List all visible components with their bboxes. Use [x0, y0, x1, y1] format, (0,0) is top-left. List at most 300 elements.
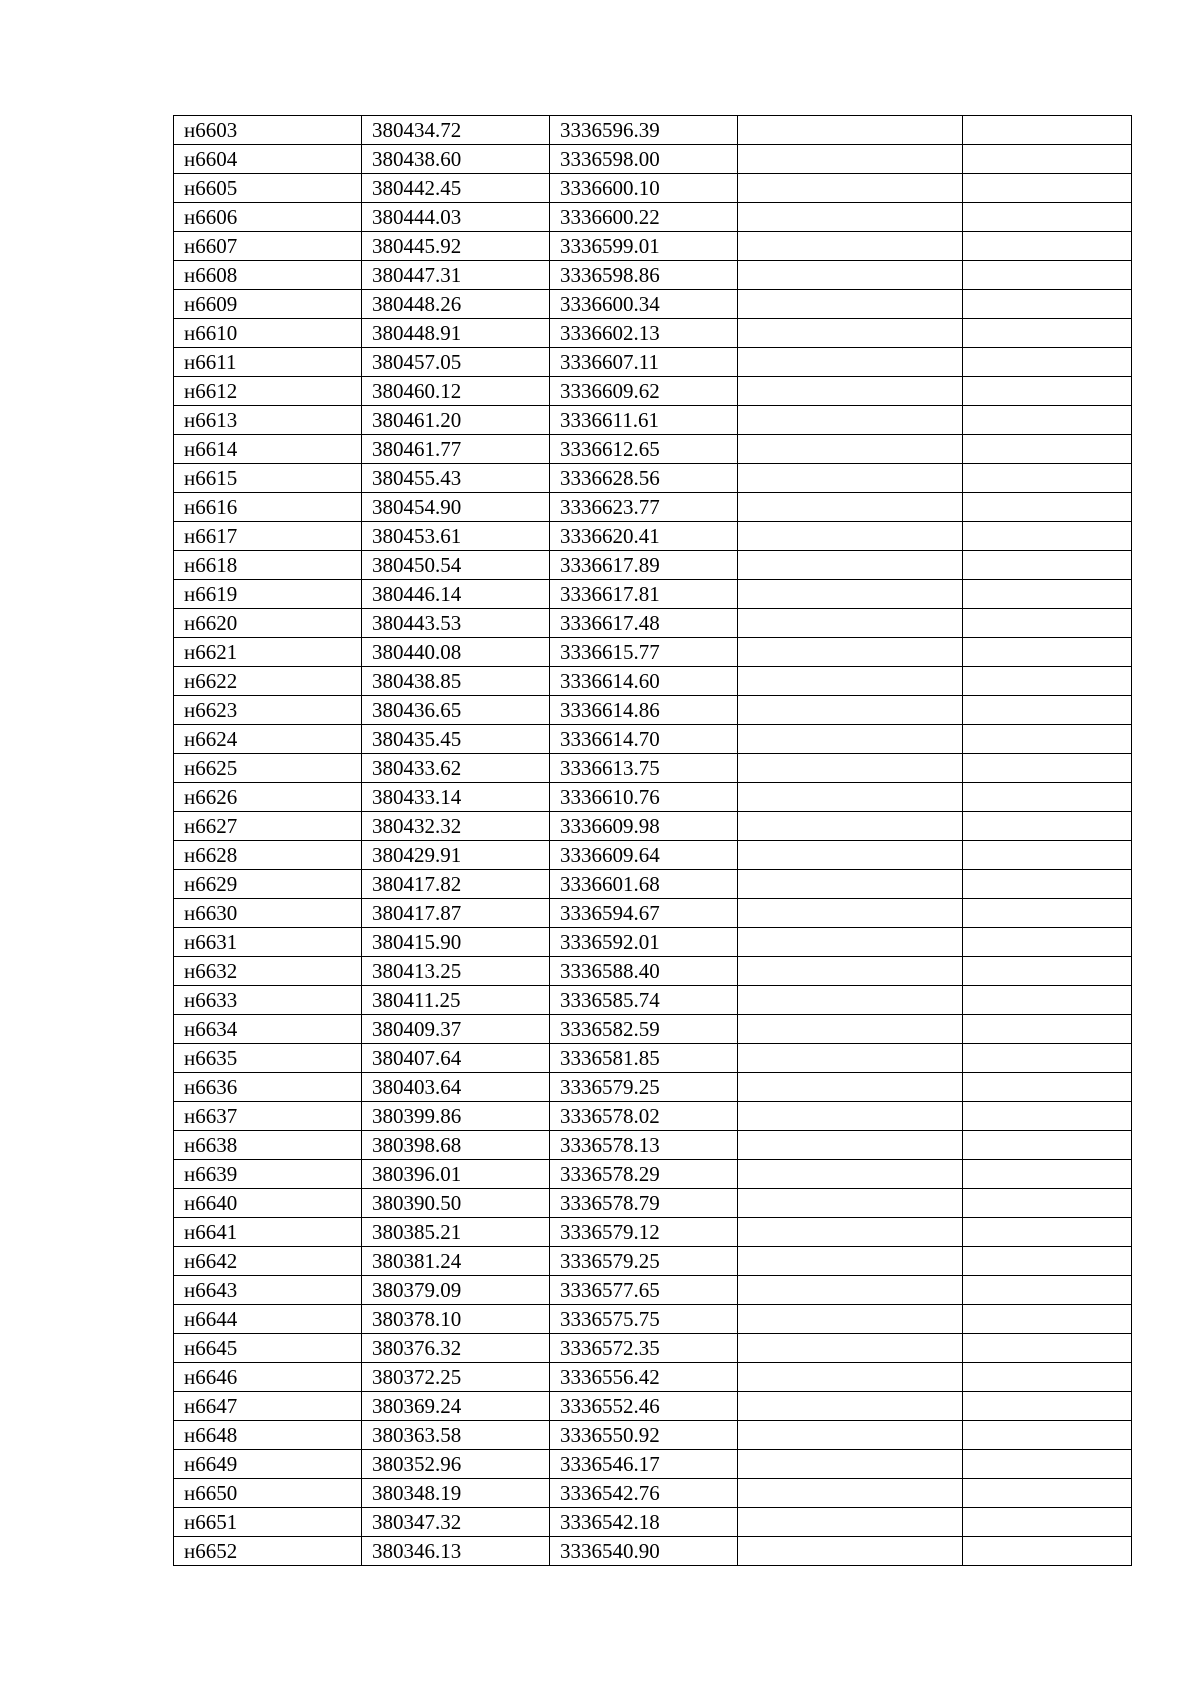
table-row [174, 870, 1132, 899]
empty-cell-4 [738, 1305, 963, 1334]
table-row [174, 1044, 1132, 1073]
empty-cell-4 [738, 725, 963, 754]
y-coordinate-cell: 3336620.41 [550, 522, 738, 551]
x-coordinate-cell: 380450.54 [362, 551, 550, 580]
empty-cell-4 [738, 957, 963, 986]
table-row [174, 1102, 1132, 1131]
y-coordinate-cell: 3336598.00 [550, 145, 738, 174]
empty-cell-5 [963, 696, 1132, 725]
table-row [174, 406, 1132, 435]
point-id-cell: н6613 [174, 406, 362, 435]
y-coordinate-cell: 3336578.29 [550, 1160, 738, 1189]
x-coordinate-cell: 380457.05 [362, 348, 550, 377]
empty-cell-4 [738, 1479, 963, 1508]
table-row [174, 1247, 1132, 1276]
empty-cell-4 [738, 145, 963, 174]
table-row [174, 841, 1132, 870]
y-coordinate-cell: 3336578.79 [550, 1189, 738, 1218]
x-coordinate-cell: 380385.21 [362, 1218, 550, 1247]
empty-cell-4 [738, 551, 963, 580]
empty-cell-5 [963, 638, 1132, 667]
point-id-cell: н6619 [174, 580, 362, 609]
x-coordinate-cell: 380433.14 [362, 783, 550, 812]
point-id-cell: н6623 [174, 696, 362, 725]
y-coordinate-cell: 3336546.17 [550, 1450, 738, 1479]
table-row [174, 638, 1132, 667]
point-id-cell: н6607 [174, 232, 362, 261]
empty-cell-4 [738, 464, 963, 493]
point-id-cell: н6610 [174, 319, 362, 348]
empty-cell-4 [738, 1450, 963, 1479]
table-row [174, 377, 1132, 406]
x-coordinate-cell: 380413.25 [362, 957, 550, 986]
empty-cell-5 [963, 145, 1132, 174]
empty-cell-4 [738, 841, 963, 870]
empty-cell-4 [738, 174, 963, 203]
y-coordinate-cell: 3336609.98 [550, 812, 738, 841]
y-coordinate-cell: 3336552.46 [550, 1392, 738, 1421]
x-coordinate-cell: 380447.31 [362, 261, 550, 290]
x-coordinate-cell: 380438.60 [362, 145, 550, 174]
table-row [174, 754, 1132, 783]
y-coordinate-cell: 3336614.86 [550, 696, 738, 725]
x-coordinate-cell: 380435.45 [362, 725, 550, 754]
empty-cell-4 [738, 203, 963, 232]
table-row [174, 116, 1132, 145]
empty-cell-5 [963, 261, 1132, 290]
point-id-cell: н6647 [174, 1392, 362, 1421]
x-coordinate-cell: 380461.20 [362, 406, 550, 435]
empty-cell-5 [963, 232, 1132, 261]
point-id-cell: н6636 [174, 1073, 362, 1102]
empty-cell-4 [738, 1421, 963, 1450]
empty-cell-5 [963, 203, 1132, 232]
x-coordinate-cell: 380448.91 [362, 319, 550, 348]
table-row [174, 957, 1132, 986]
y-coordinate-cell: 3336602.13 [550, 319, 738, 348]
y-coordinate-cell: 3336617.81 [550, 580, 738, 609]
y-coordinate-cell: 3336542.76 [550, 1479, 738, 1508]
empty-cell-5 [963, 1363, 1132, 1392]
table-row [174, 522, 1132, 551]
table-row [174, 261, 1132, 290]
table-row [174, 1508, 1132, 1537]
point-id-cell: н6649 [174, 1450, 362, 1479]
y-coordinate-cell: 3336599.01 [550, 232, 738, 261]
point-id-cell: н6640 [174, 1189, 362, 1218]
empty-cell-4 [738, 1015, 963, 1044]
x-coordinate-cell: 380415.90 [362, 928, 550, 957]
point-id-cell: н6641 [174, 1218, 362, 1247]
empty-cell-4 [738, 783, 963, 812]
x-coordinate-cell: 380363.58 [362, 1421, 550, 1450]
y-coordinate-cell: 3336598.86 [550, 261, 738, 290]
table-row [174, 290, 1132, 319]
empty-cell-4 [738, 1073, 963, 1102]
x-coordinate-cell: 380446.14 [362, 580, 550, 609]
table-row [174, 1421, 1132, 1450]
empty-cell-5 [963, 725, 1132, 754]
point-id-cell: н6628 [174, 841, 362, 870]
x-coordinate-cell: 380461.77 [362, 435, 550, 464]
y-coordinate-cell: 3336617.89 [550, 551, 738, 580]
table-row [174, 696, 1132, 725]
point-id-cell: н6615 [174, 464, 362, 493]
x-coordinate-cell: 380417.82 [362, 870, 550, 899]
y-coordinate-cell: 3336600.34 [550, 290, 738, 319]
point-id-cell: н6645 [174, 1334, 362, 1363]
empty-cell-5 [963, 116, 1132, 145]
x-coordinate-cell: 380352.96 [362, 1450, 550, 1479]
x-coordinate-cell: 380445.92 [362, 232, 550, 261]
point-id-cell: н6644 [174, 1305, 362, 1334]
empty-cell-4 [738, 870, 963, 899]
y-coordinate-cell: 3336550.92 [550, 1421, 738, 1450]
point-id-cell: н6605 [174, 174, 362, 203]
table-row [174, 928, 1132, 957]
table-row [174, 464, 1132, 493]
x-coordinate-cell: 380396.01 [362, 1160, 550, 1189]
empty-cell-4 [738, 319, 963, 348]
x-coordinate-cell: 380369.24 [362, 1392, 550, 1421]
empty-cell-5 [963, 377, 1132, 406]
coordinates-table [173, 115, 1132, 1566]
point-id-cell: н6637 [174, 1102, 362, 1131]
y-coordinate-cell: 3336579.25 [550, 1247, 738, 1276]
x-coordinate-cell: 380411.25 [362, 986, 550, 1015]
table-row [174, 174, 1132, 203]
table-row [174, 551, 1132, 580]
point-id-cell: н6617 [174, 522, 362, 551]
x-coordinate-cell: 380442.45 [362, 174, 550, 203]
x-coordinate-cell: 380432.32 [362, 812, 550, 841]
table-row [174, 1276, 1132, 1305]
point-id-cell: н6625 [174, 754, 362, 783]
point-id-cell: н6652 [174, 1537, 362, 1566]
empty-cell-5 [963, 1218, 1132, 1247]
empty-cell-5 [963, 1276, 1132, 1305]
table-row [174, 899, 1132, 928]
y-coordinate-cell: 3336578.13 [550, 1131, 738, 1160]
y-coordinate-cell: 3336572.35 [550, 1334, 738, 1363]
table-row [174, 1073, 1132, 1102]
y-coordinate-cell: 3336614.60 [550, 667, 738, 696]
empty-cell-4 [738, 290, 963, 319]
point-id-cell: н6629 [174, 870, 362, 899]
empty-cell-4 [738, 1131, 963, 1160]
point-id-cell: н6609 [174, 290, 362, 319]
empty-cell-4 [738, 1189, 963, 1218]
empty-cell-4 [738, 928, 963, 957]
empty-cell-5 [963, 870, 1132, 899]
y-coordinate-cell: 3336613.75 [550, 754, 738, 783]
y-coordinate-cell: 3336609.64 [550, 841, 738, 870]
x-coordinate-cell: 380346.13 [362, 1537, 550, 1566]
point-id-cell: н6616 [174, 493, 362, 522]
table-row [174, 1189, 1132, 1218]
empty-cell-5 [963, 1479, 1132, 1508]
point-id-cell: н6626 [174, 783, 362, 812]
x-coordinate-cell: 380399.86 [362, 1102, 550, 1131]
x-coordinate-cell: 380438.85 [362, 667, 550, 696]
point-id-cell: н6606 [174, 203, 362, 232]
y-coordinate-cell: 3336575.75 [550, 1305, 738, 1334]
point-id-cell: н6622 [174, 667, 362, 696]
x-coordinate-cell: 380417.87 [362, 899, 550, 928]
y-coordinate-cell: 3336617.48 [550, 609, 738, 638]
empty-cell-5 [963, 812, 1132, 841]
empty-cell-4 [738, 1102, 963, 1131]
point-id-cell: н6633 [174, 986, 362, 1015]
y-coordinate-cell: 3336623.77 [550, 493, 738, 522]
table-row [174, 1015, 1132, 1044]
empty-cell-4 [738, 899, 963, 928]
empty-cell-5 [963, 551, 1132, 580]
empty-cell-4 [738, 1537, 963, 1566]
empty-cell-4 [738, 232, 963, 261]
x-coordinate-cell: 380379.09 [362, 1276, 550, 1305]
x-coordinate-cell: 380372.25 [362, 1363, 550, 1392]
y-coordinate-cell: 3336582.59 [550, 1015, 738, 1044]
empty-cell-4 [738, 1508, 963, 1537]
y-coordinate-cell: 3336578.02 [550, 1102, 738, 1131]
x-coordinate-cell: 380454.90 [362, 493, 550, 522]
point-id-cell: н6650 [174, 1479, 362, 1508]
point-id-cell: н6611 [174, 348, 362, 377]
empty-cell-5 [963, 174, 1132, 203]
point-id-cell: н6614 [174, 435, 362, 464]
point-id-cell: н6627 [174, 812, 362, 841]
table-row [174, 348, 1132, 377]
table-row [174, 580, 1132, 609]
table-row [174, 145, 1132, 174]
empty-cell-5 [963, 899, 1132, 928]
point-id-cell: н6621 [174, 638, 362, 667]
empty-cell-5 [963, 841, 1132, 870]
x-coordinate-cell: 380347.32 [362, 1508, 550, 1537]
y-coordinate-cell: 3336610.76 [550, 783, 738, 812]
y-coordinate-cell: 3336607.11 [550, 348, 738, 377]
point-id-cell: н6651 [174, 1508, 362, 1537]
empty-cell-5 [963, 522, 1132, 551]
table-row [174, 1131, 1132, 1160]
empty-cell-4 [738, 1363, 963, 1392]
empty-cell-4 [738, 1218, 963, 1247]
empty-cell-5 [963, 1160, 1132, 1189]
x-coordinate-cell: 380403.64 [362, 1073, 550, 1102]
empty-cell-4 [738, 1160, 963, 1189]
x-coordinate-cell: 380448.26 [362, 290, 550, 319]
y-coordinate-cell: 3336542.18 [550, 1508, 738, 1537]
point-id-cell: н6612 [174, 377, 362, 406]
point-id-cell: н6635 [174, 1044, 362, 1073]
empty-cell-4 [738, 406, 963, 435]
point-id-cell: н6603 [174, 116, 362, 145]
empty-cell-5 [963, 290, 1132, 319]
empty-cell-5 [963, 1247, 1132, 1276]
point-id-cell: н6631 [174, 928, 362, 957]
table-row [174, 203, 1132, 232]
x-coordinate-cell: 380455.43 [362, 464, 550, 493]
y-coordinate-cell: 3336588.40 [550, 957, 738, 986]
table-row [174, 1450, 1132, 1479]
y-coordinate-cell: 3336540.90 [550, 1537, 738, 1566]
empty-cell-4 [738, 348, 963, 377]
empty-cell-5 [963, 783, 1132, 812]
y-coordinate-cell: 3336596.39 [550, 116, 738, 145]
table-row [174, 609, 1132, 638]
table-row [174, 1479, 1132, 1508]
empty-cell-5 [963, 754, 1132, 783]
table-row [174, 493, 1132, 522]
y-coordinate-cell: 3336612.65 [550, 435, 738, 464]
x-coordinate-cell: 380390.50 [362, 1189, 550, 1218]
empty-cell-5 [963, 1044, 1132, 1073]
table-row [174, 1334, 1132, 1363]
x-coordinate-cell: 380434.72 [362, 116, 550, 145]
empty-cell-4 [738, 116, 963, 145]
point-id-cell: н6646 [174, 1363, 362, 1392]
point-id-cell: н6642 [174, 1247, 362, 1276]
x-coordinate-cell: 380429.91 [362, 841, 550, 870]
x-coordinate-cell: 380376.32 [362, 1334, 550, 1363]
empty-cell-4 [738, 261, 963, 290]
point-id-cell: н6648 [174, 1421, 362, 1450]
empty-cell-5 [963, 1508, 1132, 1537]
empty-cell-5 [963, 986, 1132, 1015]
y-coordinate-cell: 3336577.65 [550, 1276, 738, 1305]
x-coordinate-cell: 380453.61 [362, 522, 550, 551]
empty-cell-4 [738, 1247, 963, 1276]
point-id-cell: н6638 [174, 1131, 362, 1160]
x-coordinate-cell: 380436.65 [362, 696, 550, 725]
empty-cell-5 [963, 319, 1132, 348]
x-coordinate-cell: 380443.53 [362, 609, 550, 638]
table-row [174, 725, 1132, 754]
table-row [174, 1363, 1132, 1392]
empty-cell-4 [738, 696, 963, 725]
empty-cell-5 [963, 1189, 1132, 1218]
x-coordinate-cell: 380378.10 [362, 1305, 550, 1334]
empty-cell-5 [963, 1392, 1132, 1421]
y-coordinate-cell: 3336581.85 [550, 1044, 738, 1073]
y-coordinate-cell: 3336556.42 [550, 1363, 738, 1392]
table-row [174, 1537, 1132, 1566]
empty-cell-5 [963, 464, 1132, 493]
coordinates-table-body [174, 116, 1132, 1566]
empty-cell-4 [738, 1044, 963, 1073]
empty-cell-4 [738, 638, 963, 667]
empty-cell-4 [738, 493, 963, 522]
table-row [174, 435, 1132, 464]
empty-cell-5 [963, 609, 1132, 638]
empty-cell-5 [963, 1450, 1132, 1479]
x-coordinate-cell: 380409.37 [362, 1015, 550, 1044]
empty-cell-5 [963, 667, 1132, 696]
empty-cell-5 [963, 928, 1132, 957]
point-id-cell: н6618 [174, 551, 362, 580]
empty-cell-5 [963, 1015, 1132, 1044]
empty-cell-5 [963, 1073, 1132, 1102]
x-coordinate-cell: 380348.19 [362, 1479, 550, 1508]
empty-cell-4 [738, 1276, 963, 1305]
empty-cell-5 [963, 493, 1132, 522]
y-coordinate-cell: 3336601.68 [550, 870, 738, 899]
empty-cell-4 [738, 812, 963, 841]
empty-cell-4 [738, 377, 963, 406]
table-row [174, 1218, 1132, 1247]
point-id-cell: н6643 [174, 1276, 362, 1305]
empty-cell-4 [738, 522, 963, 551]
point-id-cell: н6632 [174, 957, 362, 986]
table-row [174, 812, 1132, 841]
empty-cell-4 [738, 1334, 963, 1363]
empty-cell-5 [963, 1421, 1132, 1450]
empty-cell-5 [963, 1305, 1132, 1334]
empty-cell-5 [963, 435, 1132, 464]
empty-cell-5 [963, 348, 1132, 377]
point-id-cell: н6639 [174, 1160, 362, 1189]
empty-cell-4 [738, 580, 963, 609]
y-coordinate-cell: 3336628.56 [550, 464, 738, 493]
table-row [174, 1305, 1132, 1334]
empty-cell-4 [738, 754, 963, 783]
x-coordinate-cell: 380433.62 [362, 754, 550, 783]
empty-cell-4 [738, 435, 963, 464]
y-coordinate-cell: 3336614.70 [550, 725, 738, 754]
y-coordinate-cell: 3336594.67 [550, 899, 738, 928]
empty-cell-5 [963, 1334, 1132, 1363]
x-coordinate-cell: 380398.68 [362, 1131, 550, 1160]
point-id-cell: н6624 [174, 725, 362, 754]
x-coordinate-cell: 380381.24 [362, 1247, 550, 1276]
table-row [174, 783, 1132, 812]
y-coordinate-cell: 3336579.25 [550, 1073, 738, 1102]
empty-cell-4 [738, 986, 963, 1015]
x-coordinate-cell: 380407.64 [362, 1044, 550, 1073]
x-coordinate-cell: 380444.03 [362, 203, 550, 232]
table-row [174, 232, 1132, 261]
point-id-cell: н6630 [174, 899, 362, 928]
point-id-cell: н6604 [174, 145, 362, 174]
y-coordinate-cell: 3336579.12 [550, 1218, 738, 1247]
y-coordinate-cell: 3336609.62 [550, 377, 738, 406]
point-id-cell: н6620 [174, 609, 362, 638]
x-coordinate-cell: 380440.08 [362, 638, 550, 667]
empty-cell-4 [738, 667, 963, 696]
point-id-cell: н6634 [174, 1015, 362, 1044]
y-coordinate-cell: 3336592.01 [550, 928, 738, 957]
empty-cell-4 [738, 1392, 963, 1421]
y-coordinate-cell: 3336600.22 [550, 203, 738, 232]
table-row [174, 667, 1132, 696]
empty-cell-5 [963, 580, 1132, 609]
table-row [174, 1160, 1132, 1189]
empty-cell-5 [963, 1131, 1132, 1160]
empty-cell-4 [738, 609, 963, 638]
table-row [174, 1392, 1132, 1421]
x-coordinate-cell: 380460.12 [362, 377, 550, 406]
table-row [174, 319, 1132, 348]
point-id-cell: н6608 [174, 261, 362, 290]
y-coordinate-cell: 3336615.77 [550, 638, 738, 667]
y-coordinate-cell: 3336585.74 [550, 986, 738, 1015]
empty-cell-5 [963, 1102, 1132, 1131]
y-coordinate-cell: 3336600.10 [550, 174, 738, 203]
y-coordinate-cell: 3336611.61 [550, 406, 738, 435]
empty-cell-5 [963, 957, 1132, 986]
empty-cell-5 [963, 1537, 1132, 1566]
